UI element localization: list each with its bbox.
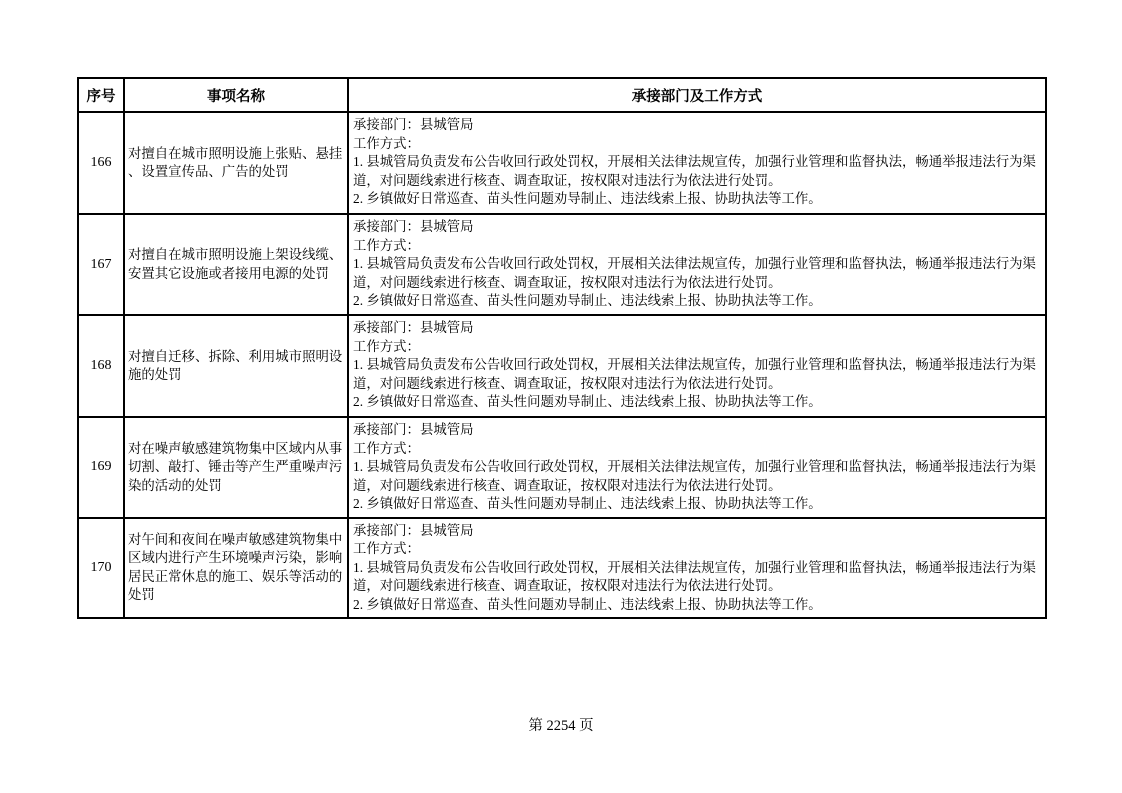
table-row [78, 518, 1046, 619]
detail-item-1: 1. 县城管局负责发布公告收回行政处罚权，开展相关法律法规宣传，加强行业管理和监督执法，畅通举报违法行为渠道，对问题线索进行核查、调查取证，按权限对违法行为依法进行处罚。 [353, 559, 1036, 593]
row-detail [348, 315, 1046, 417]
row-detail [348, 417, 1046, 518]
row-item-name: 对擅自在城市照明设施上张贴、悬挂、设置宣传品、广告的处罚 [124, 112, 348, 214]
detail-item-1: 1. 县城管局负责发布公告收回行政处罚权，开展相关法律法规宣传，加强行业管理和监督执法，畅通举报违法行为渠道，对问题线索进行核查、调查取证，按权限对违法行为依法进行处罚。 [353, 459, 1036, 493]
row-item-name: 对午间和夜间在噪声敏感建筑物集中区域内进行产生环境噪声污染，影响居民正常休息的施工、娱乐等活动的处罚 [124, 518, 348, 619]
page-number: 第 2254 页 [528, 718, 594, 734]
detail-method-label: 工作方式： [353, 541, 420, 556]
row-seq: 167 [78, 214, 124, 315]
detail-item-2: 2. 乡镇做好日常巡查、苗头性问题劝导制止、违法线索上报、协助执法等工作。 [353, 596, 822, 612]
table-row [78, 315, 1046, 417]
detail-item-2: 2. 乡镇做好日常巡查、苗头性问题劝导制止、违法线索上报、协助执法等工作。 [353, 191, 822, 206]
row-item-name: 对擅自迁移、拆除、利用城市照明设施的处罚 [124, 315, 348, 417]
detail-method-label: 工作方式： [353, 135, 420, 151]
detail-department: 承接部门：县城管局 [353, 422, 474, 437]
table-row [78, 214, 1046, 315]
row-seq: 166 [78, 112, 124, 214]
detail-item-2: 2. 乡镇做好日常巡查、苗头性问题劝导制止、违法线索上报、协助执法等工作。 [353, 293, 822, 308]
table-row [78, 112, 1046, 214]
row-detail [348, 518, 1046, 619]
table-header-row [78, 78, 1046, 112]
row-item-name: 对在噪声敏感建筑物集中区域内从事切割、敲打、锤击等产生严重噪声污染的活动的处罚 [124, 417, 348, 518]
detail-item-1: 1. 县城管局负责发布公告收回行政处罚权，开展相关法律法规宣传，加强行业管理和监督执法，畅通举报违法行为渠道，对问题线索进行核查、调查取证，按权限对违法行为依法进行处罚。 [353, 154, 1036, 188]
row-detail [348, 214, 1046, 315]
detail-item-1: 1. 县城管局负责发布公告收回行政处罚权，开展相关法律法规宣传，加强行业管理和监督执法，畅通举报违法行为渠道，对问题线索进行核查、调查取证，按权限对违法行为依法进行处罚。 [353, 256, 1036, 290]
detail-method-label: 工作方式： [353, 237, 420, 253]
detail-department: 承接部门：县城管局 [353, 320, 474, 335]
table-row [78, 417, 1046, 518]
transfer-items-table [77, 77, 1047, 619]
row-seq: 170 [78, 518, 124, 619]
detail-method-label: 工作方式： [353, 338, 420, 354]
row-seq: 169 [78, 417, 124, 518]
detail-department: 承接部门：县城管局 [353, 117, 474, 132]
row-seq: 168 [78, 315, 124, 417]
row-detail [348, 112, 1046, 214]
column-header-item-name: 事项名称 [124, 78, 348, 112]
detail-department: 承接部门：县城管局 [353, 522, 474, 538]
column-header-seq: 序号 [78, 78, 124, 112]
detail-item-2: 2. 乡镇做好日常巡查、苗头性问题劝导制止、违法线索上报、协助执法等工作。 [353, 394, 822, 409]
detail-method-label: 工作方式： [353, 440, 420, 456]
detail-department: 承接部门：县城管局 [353, 219, 474, 234]
column-header-dept-method: 承接部门及工作方式 [348, 78, 1046, 112]
detail-item-1: 1. 县城管局负责发布公告收回行政处罚权，开展相关法律法规宣传，加强行业管理和监督执法，畅通举报违法行为渠道，对问题线索进行核查、调查取证，按权限对违法行为依法进行处罚。 [353, 357, 1036, 391]
detail-item-2: 2. 乡镇做好日常巡查、苗头性问题劝导制止、违法线索上报、协助执法等工作。 [353, 496, 822, 511]
row-item-name: 对擅自在城市照明设施上架设线缆、安置其它设施或者接用电源的处罚 [124, 214, 348, 315]
